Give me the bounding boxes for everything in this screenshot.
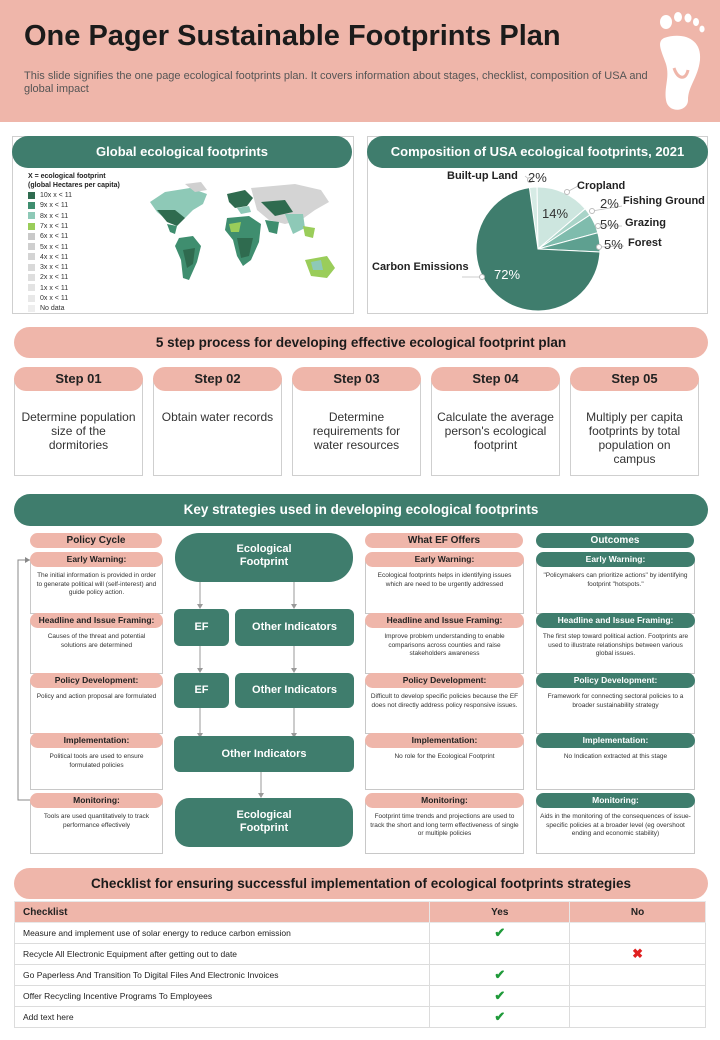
checklist-no-cell	[570, 944, 706, 965]
outcomes-text: Aids in the monitoring of the consequences of issue-specific policies at a broader level (eg overshoot ending and economic stability)	[540, 813, 691, 837]
checklist-item: Add text here	[15, 1007, 430, 1028]
outcomes-label: Implementation:	[536, 733, 695, 748]
legend-item	[28, 284, 68, 294]
what-ef-text: Difficult to develop specific policies because the EF does not directly address policy responsive issues.	[370, 693, 519, 709]
outcomes-text: No Indication extracted at this stage	[563, 753, 668, 760]
flow-other-indicators-1: Other Indicators	[235, 609, 354, 646]
pie-label-forest: Forest	[628, 237, 662, 249]
pie-leader-dot	[480, 275, 485, 280]
legend-swatch	[28, 223, 35, 230]
policy-cycle-label: Policy Development:	[30, 673, 163, 688]
flow-ef-2: EF	[174, 673, 229, 708]
pie-pct-forest: 5%	[604, 237, 623, 252]
policy-cycle-label: Early Warning:	[30, 552, 163, 567]
policy-cycle-head: Policy Cycle	[30, 533, 162, 548]
policy-cycle-label: Monitoring:	[30, 793, 163, 808]
steps-title: 5 step process for developing effective ecological footprint plan	[14, 327, 708, 358]
checklist-row	[15, 944, 706, 965]
what-ef-label: Headline and Issue Framing:	[365, 613, 524, 628]
outcomes-head: Outcomes	[536, 533, 694, 548]
legend-item	[28, 243, 68, 253]
legend-label: 4x x < 11	[40, 253, 69, 261]
col-yes: Yes	[430, 902, 570, 923]
legend-item	[28, 273, 68, 283]
world-map	[145, 180, 345, 305]
usa-composition-title: Composition of USA ecological footprints, 2021	[367, 136, 708, 168]
footprint-icon	[650, 8, 710, 114]
legend-swatch	[28, 253, 35, 260]
what-ef-label: Monitoring:	[365, 793, 524, 808]
col-no: No	[570, 902, 706, 923]
checklist-yes-cell	[430, 944, 570, 965]
checklist-row	[15, 986, 706, 1007]
policy-cycle-label: Implementation:	[30, 733, 163, 748]
legend-item	[28, 201, 68, 211]
checklist-yes-cell	[430, 1007, 570, 1028]
flow-ecological-footprint-top: Ecological Footprint	[175, 533, 353, 582]
check-icon: ✔	[494, 988, 506, 1003]
what-ef-text: Improve problem understanding to enable comparisons across counties and raise stakeholders awareness	[384, 633, 505, 657]
usa-composition-pie	[360, 170, 720, 315]
legend-swatch	[28, 192, 35, 199]
cross-icon: ✖	[632, 946, 644, 961]
outcomes-label: Monitoring:	[536, 793, 695, 808]
pie-pct-grazing: 5%	[600, 217, 619, 232]
step-text: Determine requirements for water resources	[312, 410, 401, 452]
legend-label: 3x x < 11	[40, 264, 69, 272]
outcomes-text: "Policymakers can prioritize actions" by identifying footprint "hotspots."	[543, 572, 688, 588]
checklist-row	[15, 923, 706, 944]
step-label: Step 04	[431, 367, 560, 391]
legend-item	[28, 191, 72, 201]
legend-item	[28, 222, 68, 232]
step-box	[153, 378, 282, 476]
checklist-item: Go Paperless And Transition To Digital Files And Electronic Invoices	[15, 965, 430, 986]
flow-ef-1: EF	[174, 609, 229, 646]
what-ef-label: Policy Development:	[365, 673, 524, 688]
pie-label-builtup: Built-up Land	[447, 170, 518, 182]
flow-other-indicators-2: Other Indicators	[235, 673, 354, 708]
legend-swatch	[28, 305, 35, 312]
what-ef-head: What EF Offers	[365, 533, 523, 548]
checklist-row	[15, 965, 706, 986]
policy-cycle-label: Headline and Issue Framing:	[30, 613, 163, 628]
step-label: Step 03	[292, 367, 421, 391]
legend-swatch	[28, 202, 35, 209]
legend-swatch	[28, 233, 35, 240]
policy-cycle-text: Causes of the threat and potential solutions are determined	[47, 633, 146, 649]
legend-label: 7x x < 11	[40, 222, 69, 230]
legend-label: 8x x < 11	[40, 212, 69, 220]
global-footprints-title: Global ecological footprints	[12, 136, 352, 168]
legend-swatch	[28, 212, 35, 219]
what-ef-text: No role for the Ecological Footprint	[394, 753, 495, 760]
checklist-no-cell	[570, 923, 706, 944]
policy-cycle-text: Political tools are used to ensure formulated policies	[49, 753, 144, 769]
what-ef-text: Footprint time trends and projections are used to track the short and long term effectiveness of single or multiple policies	[370, 813, 519, 837]
pie-leader-dot	[590, 209, 595, 214]
outcomes-label: Early Warning:	[536, 552, 695, 567]
outcomes-label: Policy Development:	[536, 673, 695, 688]
pie-pct-fishing: 2%	[600, 196, 619, 211]
checklist-table	[14, 901, 706, 1028]
checklist-title: Checklist for ensuring successful implementation of ecological footprints strategies	[14, 868, 708, 899]
legend-label: 0x x < 11	[40, 295, 69, 302]
legend-item	[28, 263, 68, 273]
checklist-row	[15, 1007, 706, 1028]
legend-title: X = ecological footprint (global Hectares per capita)	[28, 173, 120, 189]
checklist-no-cell	[570, 986, 706, 1007]
legend-label: 9x x < 11	[40, 202, 69, 210]
pie-label-carbon: Carbon Emissions	[372, 261, 469, 273]
strategies-title: Key strategies used in developing ecological footprints	[14, 494, 708, 526]
legend-swatch	[28, 284, 35, 291]
legend-label: 10x x < 11	[40, 192, 72, 199]
legend-item	[28, 253, 68, 263]
pie-label-fishing: Fishing Ground	[623, 195, 705, 207]
legend-label: 6x x < 11	[40, 233, 69, 241]
legend-item	[28, 232, 68, 242]
pie-label-cropland: Cropland	[577, 180, 626, 192]
step-text: Obtain water records	[161, 410, 274, 424]
pie-leader-dot	[597, 245, 602, 250]
outcomes-text: Framework for connecting sectoral policies to a broader sustainability strategy	[547, 693, 684, 709]
pie-pct-cropland: 14%	[542, 206, 569, 221]
policy-cycle-text: Tools are used quantitatively to track performance effectively	[43, 813, 150, 829]
legend-item	[28, 304, 65, 314]
policy-cycle-text: The initial information is provided in order to generate political will (self-interest) and guide policy action.	[36, 572, 157, 596]
checklist-no-cell	[570, 1007, 706, 1028]
step-text: Determine population size of the dormitories	[21, 410, 136, 452]
outcomes-text: The first step toward political action. Footprints are used to illustrate relationships between various global issues.	[542, 633, 689, 657]
legend-label: 5x x < 11	[40, 243, 69, 251]
policy-cycle-text: Policy and action proposal are formulated	[36, 693, 157, 700]
outcomes-label: Headline and Issue Framing:	[536, 613, 695, 628]
what-ef-text: Ecological footprints helps in identifying issues which are need to be urgently addressed	[377, 572, 512, 588]
legend-label: 1x x < 11	[40, 284, 69, 292]
pie-pct-builtup: 2%	[528, 170, 547, 185]
legend-item	[28, 294, 68, 304]
pie-pct-carbon: 72%	[494, 267, 521, 282]
legend-label: No data	[40, 305, 65, 313]
checklist-item: Recycle All Electronic Equipment after getting out to date	[15, 944, 430, 965]
what-ef-label: Early Warning:	[365, 552, 524, 567]
step-text: Multiply per capita footprints by total population on campus	[586, 410, 683, 466]
checklist-header-row	[15, 902, 706, 923]
page-title: One Pager Sustainable Footprints Plan	[24, 20, 561, 52]
legend-swatch	[28, 264, 35, 271]
checklist-item: Measure and implement use of solar energy to reduce carbon emission	[15, 923, 430, 944]
policy-cycle-box	[30, 680, 163, 734]
col-checklist: Checklist	[15, 902, 430, 923]
header-banner	[0, 0, 720, 122]
flow-ecological-footprint-bottom: Ecological Footprint	[175, 798, 353, 847]
step-label: Step 05	[570, 367, 699, 391]
legend-item	[28, 212, 68, 222]
step-text: Calculate the average person's ecological footprint	[437, 410, 554, 452]
legend-swatch	[28, 274, 35, 281]
cycle-loop-arrow	[14, 555, 34, 805]
what-ef-label: Implementation:	[365, 733, 524, 748]
legend-label: 2x x < 11	[40, 274, 69, 282]
checklist-yes-cell	[430, 986, 570, 1007]
checklist-yes-cell	[430, 923, 570, 944]
check-icon: ✔	[494, 925, 506, 940]
checklist-yes-cell	[430, 965, 570, 986]
check-icon: ✔	[494, 1009, 506, 1024]
step-label: Step 01	[14, 367, 143, 391]
step-label: Step 02	[153, 367, 282, 391]
pie-leader-dot	[565, 190, 570, 195]
checklist-item: Offer Recycling Incentive Programs To Employees	[15, 986, 430, 1007]
page-subtitle: This slide signifies the one page ecological footprints plan. It covers information about stages, checklist, composition of USA and global impact	[24, 70, 648, 95]
pie-label-grazing: Grazing	[625, 217, 666, 229]
check-icon: ✔	[494, 967, 506, 982]
legend-swatch	[28, 243, 35, 250]
checklist-no-cell	[570, 965, 706, 986]
flow-other-indicators-3: Other Indicators	[174, 736, 354, 772]
legend-swatch	[28, 295, 35, 302]
